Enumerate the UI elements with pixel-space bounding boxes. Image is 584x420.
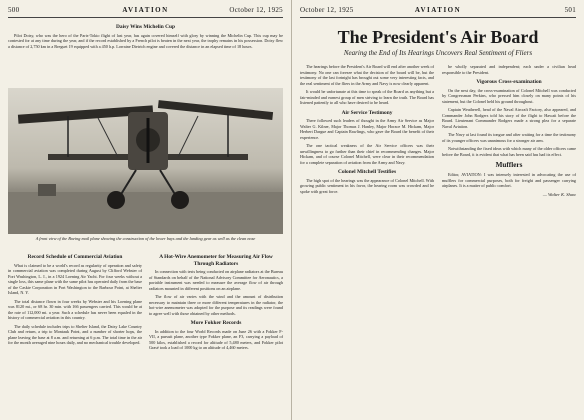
story-fokker-title: More Fokker Records: [190, 320, 242, 326]
letter-signature: — Walter K. Shaw: [542, 191, 576, 197]
left-running-header: [8, 5, 283, 18]
story-anemometer-para-2: The flow of air varies with the wind and the amount of distribution necessary to maintain three or more different temperatures in the radiator, the hot-wire anemometer was adopted for the purpose and its readings were found to agree well with those obtained by other methods.: [149, 294, 283, 316]
article-col1-para: There followed such leaders of thought in the Army Air Service as Major Walter G. Kilner, Major Thomas J. Hanley, Major Horace M. Hickam, Major Herbert Dargue and Captain Rawlings, who gave the Board the benefit of their experience.: [300, 118, 434, 140]
subhead-mitchell: Colonel Mitchell Testifies: [337, 169, 397, 175]
article-col2-para: be wholly separated and independent; each under a civilian head responsible to the President.: [442, 64, 576, 75]
mufflers-letter: Editor, AVIATION: I was intensely interested in advocating the use of mufflers for commercial purposes, both for freight and passenger carrying airplanes. It is a matter of public comfort.: [442, 172, 576, 188]
article-subtitle: Nearing the End of Its Hearings Uncovers Real Sentiment of Fliers: [343, 49, 533, 57]
right-page: [292, 0, 584, 420]
left-page-number: 500: [8, 6, 20, 14]
article-col2-para: The Navy at last found its tongue and after waiting for a time the testimony of its younger officers was unanimous for a stronger air arm.: [442, 132, 576, 143]
article-title: The President's Air Board: [337, 27, 539, 47]
photo-caption: A front view of the Boeing mail plane showing the construction of the lower bays and the landing gear as well as the clean nose: [35, 236, 256, 241]
article-col1-para: It would be unfortunate at this time to speak of the Board as anything but a fair-minded and earnest group of men striving to learn the truth. The Board has listened patiently to all who have desired to be heard.: [300, 89, 434, 105]
story-anemometer: [149, 250, 283, 416]
left-header-date: October 12, 1925: [229, 6, 283, 14]
biplane-illustration: [8, 88, 283, 234]
story-record-title: Record Schedule of Commercial Aviation: [27, 254, 123, 260]
article-col2-para: On the next day, the cross-examination of Colonel Mitchell was conducted by Congressman Perkins, who pressed him closely on many points of his statement, but the Colonel held his ground throughout.: [442, 87, 576, 104]
right-header-title: AVIATION: [414, 6, 462, 14]
story-doisy: [8, 20, 283, 86]
story-record-para-1: What is claimed to be a world's record as regularity of operation and safety in commercial aviation was completed during August by Clifford Webster of Fort Washington, L. I., in a 1924 Loening Air Yacht. For four weeks without a single loss, this same plane with the same pilot has operated daily from the base of the Caskie Corporation in Port Washington to the Barbour Point, at Shelter Island, N. Y.: [8, 262, 142, 295]
story-record-para-2: The total distance flown in four weeks by Webster and his Loening plane was 8120 mi., or 68 hr. 30 min. with 166 passengers carried. This would be at the rate of 112,000 mi. a year. Such a schedule has never been equaled in the history of commercial aviation in this country.: [8, 298, 142, 320]
article-column-1: [300, 64, 434, 416]
subhead-cross-examination: Vigorous Cross-examination: [476, 79, 542, 85]
article-column-2: [442, 64, 576, 416]
story-doisy-body: Pilot Doisy, who was the hero of the Paris-Tokio flight of last year, has again covered himself with glory by winning the Michelin Cup. This cup may be contested for at any time during the year, and if the record established by a French pilot is beaten in the next year, the trophy remains in his possession. Doisy flew a distance of 2,750 km in a Breguet 19 equipped with a 450 h.p. Lorraine Dietrich engine and covered the distance in an elapsed time of 18 hours.: [8, 32, 283, 49]
article-col2-para: Captain Weatherell, head of the Naval Aircraft Factory, also appeared, and Commander John Rodgers told his story of the flight to Hawaii before the Board. Lieutenant Commander Rodgers made a strong plea for a separate Naval Aviation.: [442, 107, 576, 129]
boeing-mail-plane-photo: [8, 88, 283, 234]
story-anemometer-title: A Hot-Wire Anemometer for Measuring Air Flow Through Radiators: [159, 254, 273, 267]
mufflers-title: Mufflers: [495, 161, 523, 169]
subhead-air-service: Air Service Testimony: [341, 109, 393, 116]
left-header-title: AVIATION: [122, 6, 169, 14]
article-col2-para: Notwithstanding the fixed ideas with which many of the older officers came before the Board, it is evident that what has been said has had its effect.: [442, 146, 576, 157]
article-col1-para: The hearings before the President's Air Board will end after another week of testimony. No one can foresee what the decision of the board will be, but the testimony of the last fortnight has brought out some very interesting facts, and the real sentiment of the fliers in the Army and Navy is now clearly apparent.: [300, 64, 434, 86]
right-page-number: 501: [564, 6, 576, 14]
story-doisy-title: Daisy Wins Michelin Cup: [116, 24, 175, 30]
story-anemometer-para-1: In connection with tests being conducted on airplane radiators at the Bureau of Standards on behalf of the National Advisory Committee for Aeronautics, a portable instrument was needed to measure the average flow of air through radiators mounted in different positions on an airplane.: [149, 269, 283, 291]
article-col1-para: The high spot of the hearings was the appearance of Colonel Mitchell. With growing public sentiment in his favor, the hearing room was crowded and he spoke with great force.: [300, 177, 434, 194]
story-fokker-body: In addition to the four World Records made on June 26 with a Fokker F-VII, a pursuit plane, another type Fokker plane, an F3, carrying a payload of 500 kilos, established a record for altitude of 5,480 meters, and Fokker pilot Grasé took a load of 1000 kg to an altitude of 4,460 meters.: [149, 328, 283, 350]
article-col1-para: The one tactical weakness of the Air Service officers was their unwillingness to go farther than their chief in recommending changes. Major Hickam, and of course Colonel Mitchell, were clear in their recommendation for a complete separation of aviation from the Army and Navy.: [300, 143, 434, 165]
right-header-date: October 12, 1925: [300, 6, 354, 14]
story-record-schedule: [8, 250, 142, 416]
right-running-header: [300, 5, 576, 18]
story-record-para-3: The daily schedule includes trips to Shelter Island, the Daisy Lake Country Club and return, a trip to Montauk Point, and a number of shorter hops, the plane leaving the base at 8 a.m. and returning at 6 p.m. The total time in the air for the month averaged nine hours daily, and no mechanical trouble developed.: [8, 323, 142, 345]
